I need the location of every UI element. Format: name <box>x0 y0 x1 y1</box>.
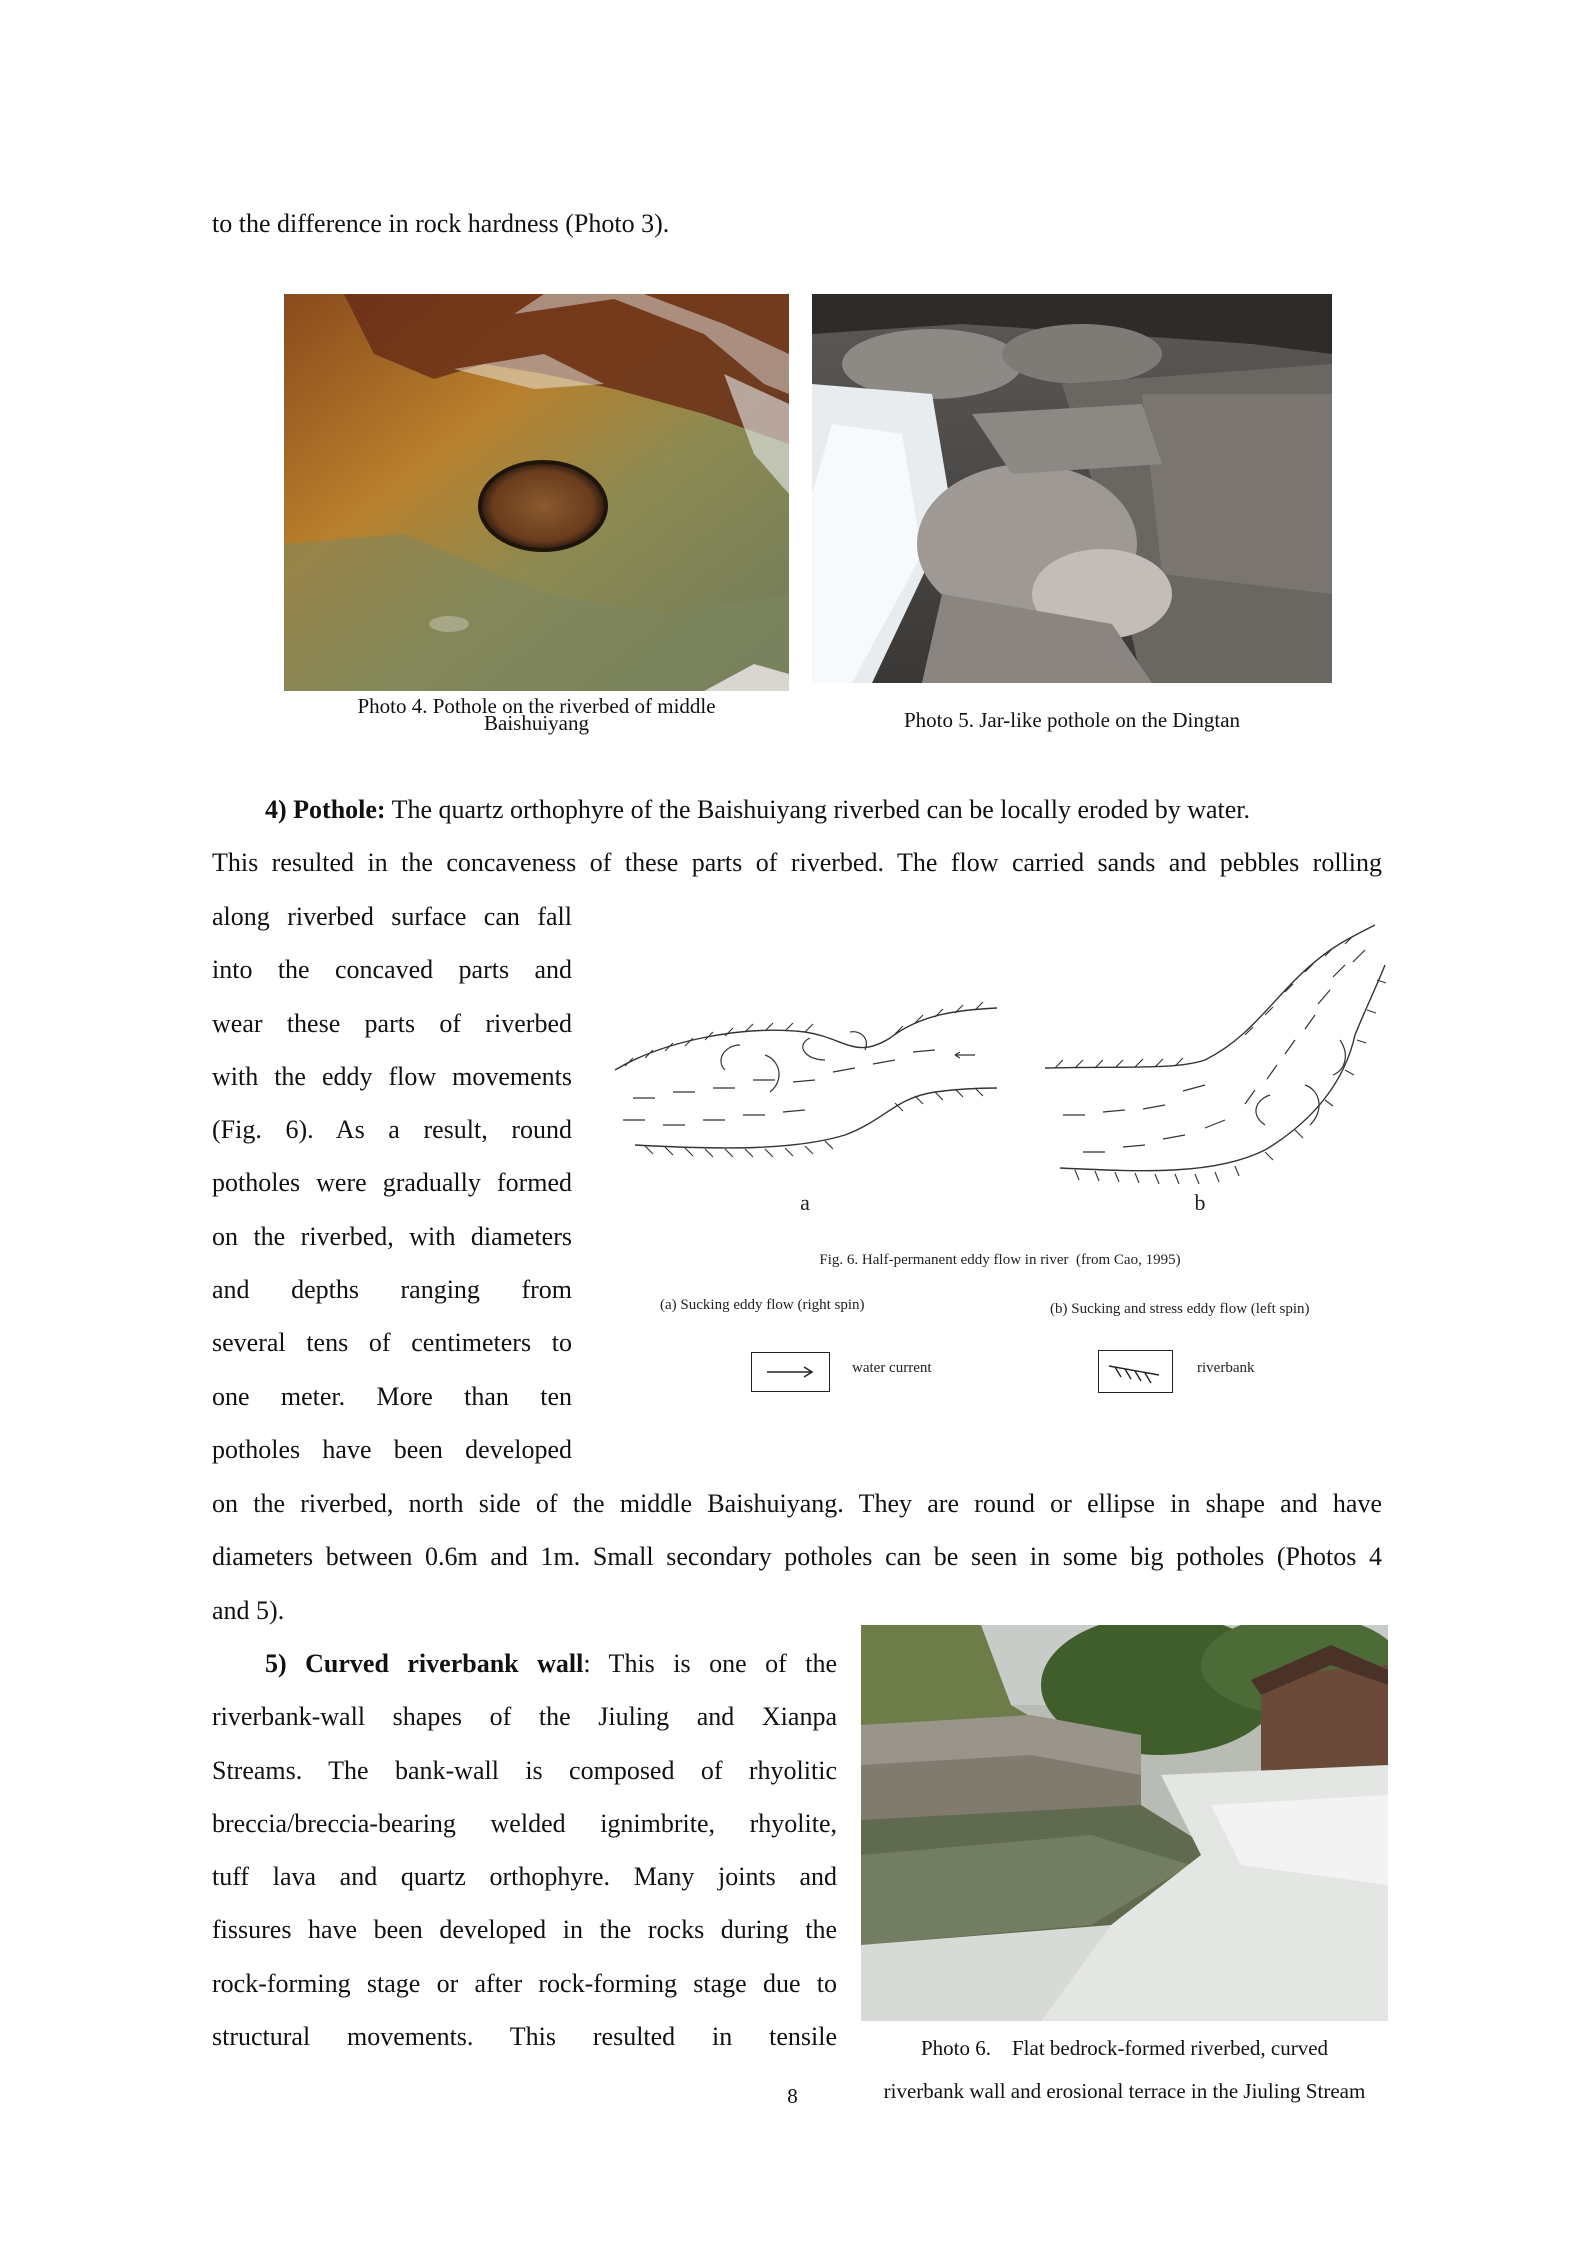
photo-6-riverbank-image <box>861 1625 1388 2021</box>
figure-6 <box>605 920 1395 1410</box>
section-4-heading: 4) Pothole: <box>265 795 386 824</box>
section-5-line: breccia/breccia-bearing welded ignimbrite, rhyolite, <box>212 1808 837 1838</box>
narrow-line: potholes were gradually formed <box>212 1168 572 1198</box>
section-4-line-1 <box>212 783 1382 836</box>
figure-6-label-a: a <box>800 1190 810 1215</box>
figure-6-label-b: b <box>1194 1190 1206 1215</box>
photo-4-pothole-image <box>284 294 789 691</box>
section-5-line: fissures have been developed in the rocks during the <box>212 1915 837 1945</box>
photo-5-jar-pothole-image <box>812 294 1332 683</box>
figure-6-caption: Fig. 6. Half-permanent eddy flow in river (from Cao, 1995) <box>819 1252 1181 1268</box>
section-5-line: tuff lava and quartz orthophyre. Many joints and <box>212 1862 837 1892</box>
narrow-line: wear these parts of riverbed <box>212 1008 572 1038</box>
riverbank-hatch-icon <box>1099 1351 1172 1392</box>
section-5-line-1-text: : This is one of the <box>583 1649 838 1678</box>
arrow-right-icon <box>752 1353 829 1391</box>
narrow-line: (Fig. 6). As a result, round <box>212 1115 572 1145</box>
legend-riverbank-label: riverbank <box>1197 1360 1255 1376</box>
legend-riverbank-symbol <box>1098 1350 1173 1393</box>
figure-6-desc-a: (a) Sucking eddy flow (right spin) <box>660 1297 865 1313</box>
intro-line: to the difference in rock hardness (Photo 3). <box>212 209 670 238</box>
section-5-heading: 5) Curved riverbank wall <box>265 1649 584 1678</box>
narrow-line: into the concaved parts and <box>212 955 572 985</box>
narrow-line: with the eddy flow movements <box>212 1061 572 1091</box>
page-number: 8 <box>787 2084 798 2108</box>
section-4-line-1-text: The quartz orthophyre of the Baishuiyang riverbed can be locally eroded by water. <box>385 795 1251 824</box>
section-5-line: Streams. The bank-wall is composed of rhyolitic <box>212 1755 837 1785</box>
section-4-final-line: and 5). <box>212 1596 285 1625</box>
photo-5-caption: Photo 5. Jar-like pothole on the Dingtan <box>903 708 1241 732</box>
section-4-wide-line: on the riverbed, north side of the middle Baishuiyang. They are round or ellipse in shape and have <box>212 1489 1382 1518</box>
section-5-line: riverbank-wall shapes of the Jiuling and Xianpa <box>212 1702 837 1732</box>
photo-4-caption <box>284 695 789 734</box>
section-5-line-1 <box>212 1637 837 1690</box>
narrow-line: several tens of centimeters to <box>212 1328 572 1358</box>
photo-4-caption-line1: Photo 4. Pothole on the riverbed of middle <box>357 694 716 718</box>
section-5-line: rock-forming stage or after rock-forming stage due to <box>212 1968 837 1998</box>
section-5-line: structural movements. This resulted in tensile <box>212 2022 837 2052</box>
photo-4-caption-line2: Baishuiyang <box>484 711 589 735</box>
narrow-line: potholes have been developed <box>212 1434 572 1464</box>
section-5-text <box>212 1637 837 2063</box>
section-4-narrow-column <box>212 890 572 1476</box>
legend-water-current-label: water current <box>852 1360 932 1376</box>
section-4-wide-line: diameters between 0.6m and 1m. Small secondary potholes can be seen in some big potholes (Photos 4 <box>212 1542 1382 1571</box>
photo-6-caption-line2: riverbank wall and erosional terrace in the Jiuling Stream <box>883 2079 1366 2103</box>
figure-6-desc-b: (b) Sucking and stress eddy flow (left spin) <box>1050 1301 1310 1317</box>
narrow-line: along riverbed surface can fall <box>212 902 572 931</box>
narrow-line: and depths ranging from <box>212 1275 572 1305</box>
section-4-line-2: This resulted in the concaveness of these parts of riverbed. The flow carried sands and pebbles rolling <box>212 848 1382 877</box>
narrow-line: one meter. More than ten <box>212 1381 572 1411</box>
legend-water-current-symbol <box>751 1352 830 1392</box>
photo-6-caption-line1: Photo 6. Flat bedrock-formed riverbed, curved <box>920 2036 1329 2060</box>
narrow-line: on the riverbed, with diameters <box>212 1221 572 1251</box>
